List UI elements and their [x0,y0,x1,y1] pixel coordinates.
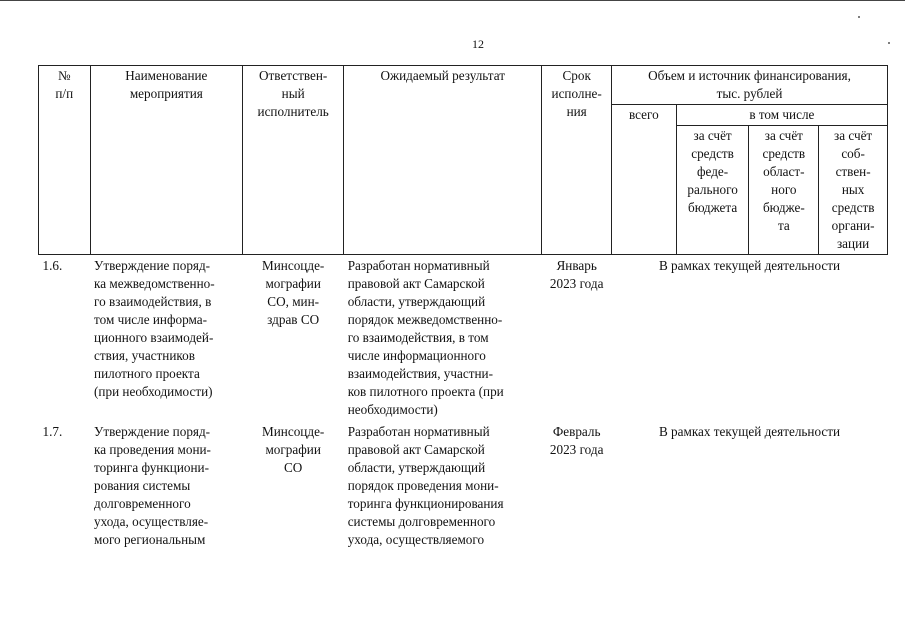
row-expected-result: Разработан нормативный правовой акт Самарской области, утверждающий порядок межведомственно- го взаимодействия, в том числе информационного взаимодействия, участни- ков пилотного проекта (при необходимости) [347,258,504,417]
row-term: Январь 2023 года [549,258,604,291]
row-funding: В рамках текущей деятельности [658,258,841,273]
header-responsible: Ответствен- ный исполнитель [243,66,344,255]
scan-speck [858,16,860,18]
row-activity-name: Утверждение поряд- ка проведения мони- торинга функциони- рования системы долговременного ухода, осуществляе- мого региональным [94,424,211,547]
scan-speck [888,42,890,44]
page-number: 12 [472,37,484,51]
header-term: Срок исполне- ния [542,66,612,255]
header-expected-result: Ожидаемый результат [344,66,542,255]
header-num: № п/п [39,66,91,255]
row-funding: В рамках текущей деятельности [658,424,841,439]
row-expected-result: Разработан нормативный правовой акт Самарской области, утверждающий порядок проведения мони- торинга функционирования системы долговременного ухода, осуществляемого [347,424,504,547]
table-row [39,421,888,551]
header-own-funds: за счёт соб- ствен- ных средств органи- зации [819,126,888,255]
header-federal-budget: за счёт средств феде- рального бюджета [676,126,749,255]
table-header [39,66,888,255]
top-border-line [0,0,905,1]
row-term: Февраль 2023 года [549,424,604,457]
header-total: всего [612,105,677,255]
table-row [39,255,888,422]
header-activity-name: Наименование мероприятия [90,66,243,255]
header-funding: Объем и источник финансирования, тыс. рублей [612,66,888,105]
row-activity-name: Утверждение поряд- ка межведомственно- го взаимодействия, в том числе информа- ционного взаимодей- ствия, участников пилотного проекта (при необходимости) [94,258,215,399]
header-including: в том числе [676,105,887,126]
activities-table [38,65,888,551]
row-num: 1.7. [42,424,63,439]
header-regional-budget: за счёт средств област- ного бюдже- та [749,126,819,255]
row-responsible: Минсоцде- мографии СО, мин- здрав СО [262,258,325,327]
row-num: 1.6. [42,258,63,273]
row-responsible: Минсоцде- мографии СО [262,424,325,475]
